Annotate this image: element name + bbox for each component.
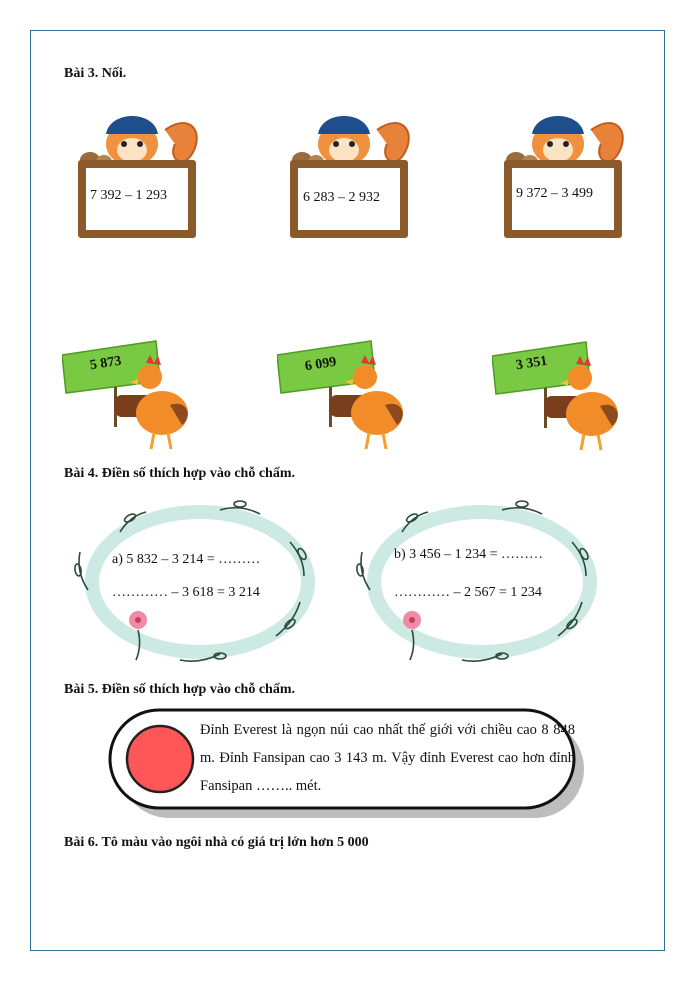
chicken-flag-3 <box>492 336 627 456</box>
answer-3: 3 351 <box>514 353 549 374</box>
chicken-flag-2 <box>277 335 412 455</box>
bai5-text: Đỉnh Everest là ngọn núi cao nhất thế giới với chiều cao 8 848 m. Đỉnh Fansipan cao 3 143 m. Vậy đỉnh Everest cao hơn đỉnh Fansipan …….. mét. <box>200 722 575 794</box>
bai4-a-line2: ………… – 3 618 = 3 214 <box>112 585 260 600</box>
expression-3: 9 372 – 3 499 <box>516 186 593 201</box>
expression-2: 6 283 – 2 932 <box>303 190 380 205</box>
red-circle-icon <box>127 726 193 792</box>
bai6-heading: Bài 6. Tô màu vào ngôi nhà có giá trị lớn hơn 5 000 <box>64 835 369 850</box>
bai4-b-line2: ………… – 2 567 = 1 234 <box>394 585 542 600</box>
bai5-heading: Bài 5. Điền số thích hợp vào chỗ chấm. <box>64 682 295 697</box>
bai4-heading: Bài 4. Điền số thích hợp vào chỗ chấm. <box>64 466 295 481</box>
chicken-flag-1 <box>62 335 197 455</box>
answer-1: 5 873 <box>88 353 123 374</box>
expression-1: 7 392 – 1 293 <box>90 188 167 203</box>
wreath-b <box>352 492 612 672</box>
squirrel-sign-3 <box>496 92 626 242</box>
bai4-b-line1: b) 3 456 – 1 234 = ……… <box>394 547 544 562</box>
squirrel-sign-1 <box>70 92 200 242</box>
bai4-a-line1: a) 5 832 – 3 214 = ……… <box>112 552 261 567</box>
wreath-a <box>70 492 330 672</box>
squirrel-sign-2 <box>282 92 412 242</box>
answer-2: 6 099 <box>303 354 338 375</box>
bai3-heading: Bài 3. Nối. <box>64 66 127 81</box>
